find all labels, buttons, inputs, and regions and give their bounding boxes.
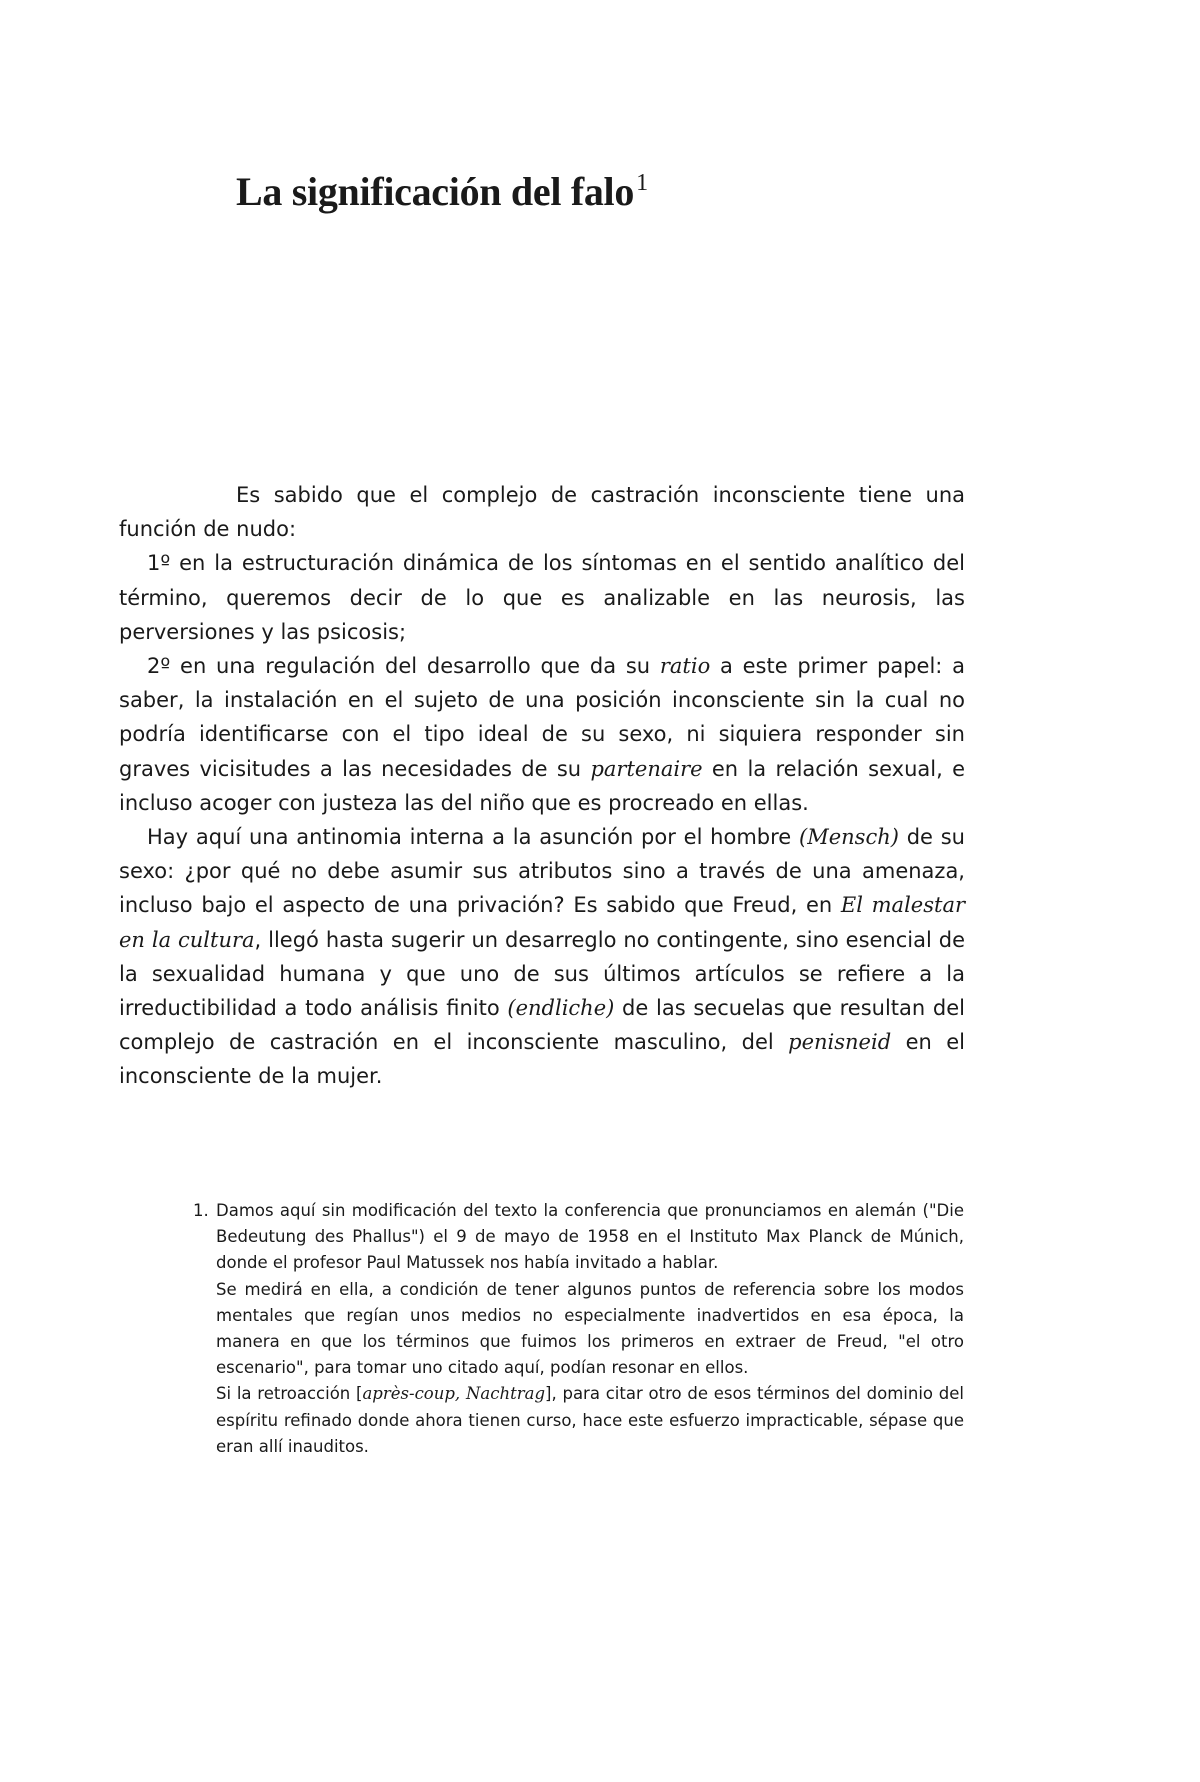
text-run: en la relación sexual, e incluso acoger con justeza las del niño que es procreado en ellas. (119, 756, 966, 815)
text-run: de las secuelas que resultan del complejo de castración en el inconsciente masculino, del (119, 996, 966, 1055)
text-run: Si la retroacción [ (216, 1384, 363, 1404)
paragraph-point-1: 1º en la estructuración dinámica de los síntomas en el sentido analítico del término, queremos decir de lo que es analizable en las neurosis, las perversiones y las psicosis; (119, 551, 965, 644)
title-text: La significación del falo (236, 169, 635, 214)
paragraph-intro: Es sabido que el complejo de castración inconsciente tiene una función de nudo: (119, 483, 965, 542)
italic-term: penisneid (788, 1030, 892, 1055)
footnote (193, 1198, 965, 1460)
text-run: 2º en una regulación del desarrollo que da su (147, 654, 660, 679)
italic-term: (Mensch) (799, 825, 899, 850)
italic-term: après-coup, Nachtrag (362, 1384, 546, 1404)
body-text (119, 478, 965, 1094)
italic-book-title: El malestar en la cultura (119, 893, 965, 952)
text-run: en el inconsciente de la mujer. (119, 1030, 965, 1089)
text-run: de su sexo: ¿por qué no debe asumir sus atributos sino a través de una amenaza, incluso bajo el aspecto de una privación? Es sabido que Freud, en (119, 825, 965, 918)
text-run: a este primer papel: a saber, la instalación en el sujeto de una posición inconsciente sin la cual no podría identificarse con el tipo ideal de su sexo, ni siquiera responder sin graves vicisitudes a las necesidades de su (119, 654, 965, 781)
italic-term: partenaire (590, 756, 703, 781)
footnote-paragraph: Damos aquí sin modificación del texto la conferencia que pronunciamos en alemán ("Die Bedeutung des Phallus") el 9 de mayo de 1958 en el Instituto Max Planck de Múnich, donde el profesor Paul Matussek nos había invitado a hablar. (216, 1201, 964, 1273)
paragraph-antinomy (119, 820, 965, 1094)
text-run: Hay aquí una antinomia interna a la asunción por el hombre (147, 825, 800, 850)
footnote-reference[interactable]: 1 (636, 170, 648, 196)
footnote-paragraph (216, 1381, 964, 1460)
footnote-paragraph: Se medirá en ella, a condición de tener algunos puntos de referencia sobre los modos mentales que regían unos medios no especialmente inadvertidos en esa época, la manera en que los términos que fuimos los primeros en extraer de Freud, "el otro escenario", para tomar uno citado aquí, podían resonar en ellos. (216, 1279, 964, 1378)
text-run: , llegó hasta sugerir un desarreglo no contingente, sino esencial de la sexualidad humana y que uno de sus últimos artículos se refiere a la irreductibilidad a todo análisis finito (119, 927, 965, 1021)
paragraph-point-2 (119, 649, 965, 820)
italic-term: (endliche) (507, 996, 615, 1021)
italic-term: ratio (659, 654, 711, 679)
page-title (236, 168, 648, 215)
footnote-marker: 1. (193, 1201, 209, 1220)
text-run: ], para citar otro de esos términos del dominio del espíritu refinado donde ahora tienen curso, hace este esfuerzo impracticable, sépase que eran allí inauditos. (216, 1384, 965, 1456)
